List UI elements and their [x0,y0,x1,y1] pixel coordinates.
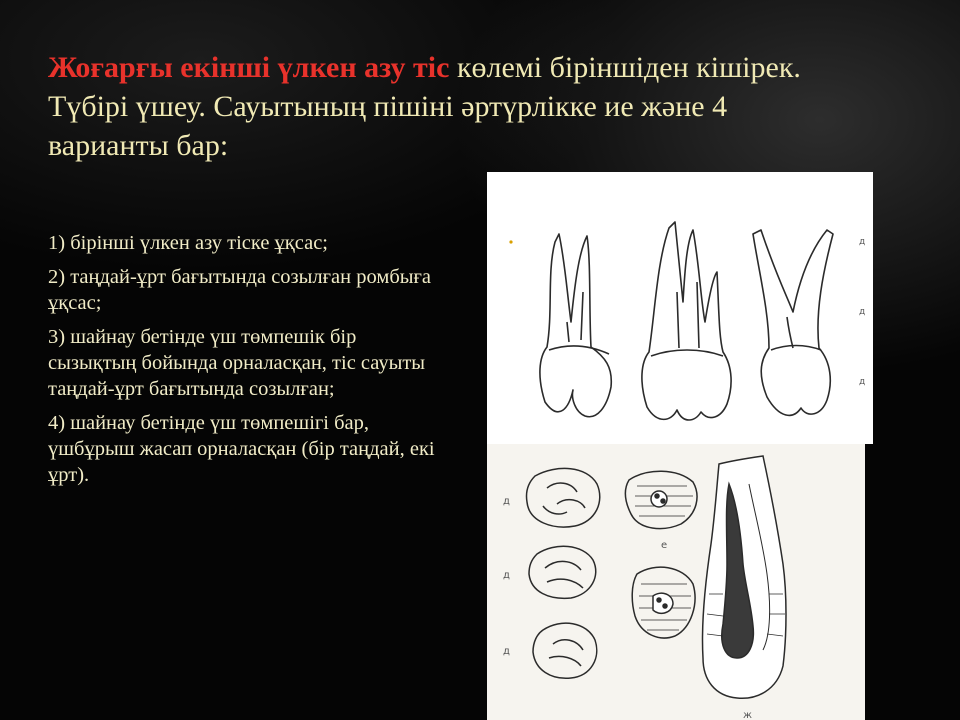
tooth-figure [487,172,873,720]
title-rest: көлемі біріншіден кішірек. Түбірі үшеу. Сауытының пішіні әртүрлікке ие және 4 варианты бар: [48,51,801,162]
occlusal-view-3 [533,623,597,678]
tooth-lateral-3 [753,230,833,415]
label-center: е [661,540,668,551]
longitudinal-section [702,456,786,698]
occlusal-view-2 [529,546,596,598]
cross-section-1 [625,471,697,528]
title-highlight: Жоғарғы екінші үлкен азу тіс [48,51,450,84]
tooth-lateral-1 [540,234,611,417]
tooth-section-views [487,444,865,720]
variant-item-4: 4) шайнау бетінде үш төмпешігі бар, үшбұрыш жасап орналасқан (бір таңдай, екі ұрт). [48,412,435,486]
label-left-1: д [503,496,510,507]
variants-list [48,230,443,496]
label-top-1: д [859,237,866,247]
cross-section-2 [632,567,695,638]
occlusal-view-1 [526,468,599,527]
tooth-lateral-views [487,172,873,444]
tooth-lateral-2 [642,222,731,420]
variant-item-3: 3) шайнау бетінде үш төмпешік бір сызықтың бойында орналасқан, тіс сауыты таңдай-ұрт бағытында созылған; [48,326,426,400]
variant-item-2: 2) таңдай-ұрт бағытында созылған ромбыға ұқсас; [48,266,432,314]
variant-item-1: 1) бірінші үлкен азу тіске ұқсас; [48,232,328,254]
slide-title [48,48,808,165]
label-top-3: д [859,377,866,387]
label-left-2: д [503,570,510,581]
label-top-2: д [859,307,866,317]
label-left-3: д [503,646,510,657]
label-bottom: ж [743,710,753,720]
